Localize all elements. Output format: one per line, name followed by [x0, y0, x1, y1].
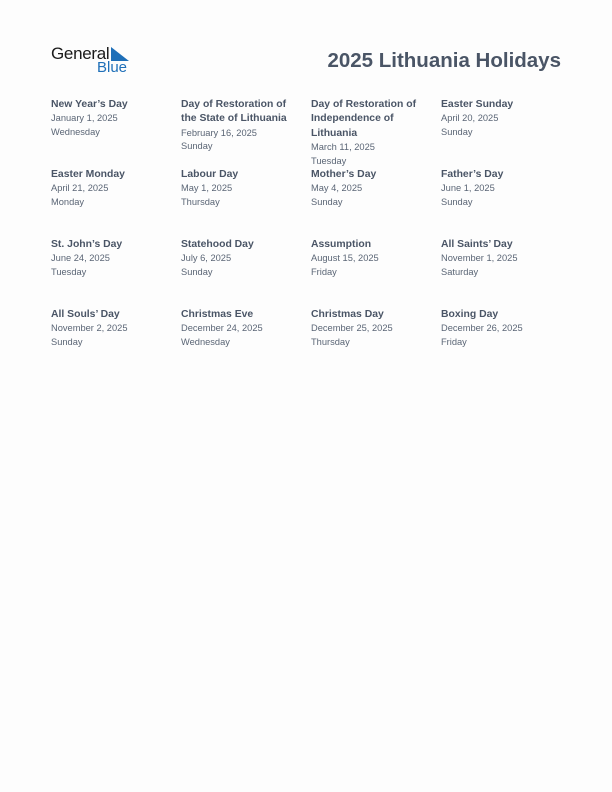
holiday-entry — [311, 168, 433, 210]
holiday-entry — [51, 98, 173, 140]
holiday-name: Easter Sunday — [441, 99, 514, 110]
holiday-weekday: Sunday — [181, 267, 213, 277]
holiday-weekday: Sunday — [181, 141, 213, 152]
holiday-date: April 21, 2025 — [51, 183, 109, 194]
holiday-weekday: Sunday — [441, 197, 473, 207]
holiday-name: Labour Day — [181, 169, 239, 180]
holiday-entry — [441, 308, 563, 350]
generalblue-logo — [51, 44, 141, 78]
holiday-date: April 20, 2025 — [441, 113, 499, 124]
holiday-weekday: Tuesday — [51, 267, 87, 277]
holiday-entry — [311, 238, 433, 280]
holiday-name: Day of Restoration of Independence of Lithuania — [311, 99, 417, 139]
holiday-name: New Year’s Day — [51, 99, 128, 110]
holiday-weekday: Saturday — [441, 267, 479, 277]
holiday-date: February 16, 2025 — [181, 127, 257, 138]
holiday-date: December 24, 2025 — [181, 323, 263, 334]
holiday-weekday: Sunday — [311, 197, 343, 207]
holiday-entry — [311, 98, 433, 168]
holiday-entry — [441, 98, 563, 140]
holiday-name: Father’s Day — [441, 169, 504, 180]
holiday-entry — [181, 168, 303, 210]
holiday-entry — [441, 238, 563, 280]
holiday-date: November 1, 2025 — [441, 253, 518, 264]
holiday-name: Boxing Day — [441, 309, 499, 320]
holiday-entry — [51, 168, 173, 210]
logo-text-general: General — [51, 44, 110, 63]
holiday-name: Christmas Eve — [181, 309, 254, 320]
holiday-name: All Saints’ Day — [441, 239, 513, 250]
holiday-weekday: Sunday — [51, 337, 83, 347]
holiday-weekday: Monday — [51, 197, 85, 207]
holiday-name: St. John’s Day — [51, 239, 123, 250]
holiday-date: July 6, 2025 — [181, 253, 232, 264]
holiday-date: June 1, 2025 — [441, 183, 495, 194]
holiday-name: Assumption — [311, 239, 372, 250]
holiday-date: December 25, 2025 — [311, 323, 393, 334]
holiday-name: Statehood Day — [181, 239, 254, 250]
holiday-date: August 15, 2025 — [311, 253, 379, 264]
holiday-entry — [441, 168, 563, 210]
holiday-date: December 26, 2025 — [441, 323, 523, 334]
holiday-name: Day of Restoration of the State of Lithuania — [181, 99, 287, 125]
holiday-weekday: Friday — [441, 337, 467, 347]
holiday-date: March 11, 2025 — [311, 142, 375, 153]
holiday-name: Mother’s Day — [311, 169, 377, 180]
logo-text-blue: Blue — [97, 59, 128, 76]
holiday-entry — [311, 308, 433, 350]
holiday-name: All Souls’ Day — [51, 309, 120, 320]
holiday-weekday: Tuesday — [311, 155, 347, 166]
holiday-date: November 2, 2025 — [51, 323, 128, 334]
holiday-weekday: Sunday — [441, 127, 473, 137]
holiday-name: Easter Monday — [51, 169, 125, 180]
holiday-weekday: Friday — [311, 267, 337, 277]
holiday-weekday: Wednesday — [51, 127, 100, 137]
holiday-entry — [51, 238, 173, 280]
holiday-weekday: Wednesday — [181, 337, 230, 347]
holiday-entry — [181, 238, 303, 280]
holiday-entry — [181, 308, 303, 350]
holiday-date: June 24, 2025 — [51, 253, 110, 264]
holiday-date: May 1, 2025 — [181, 183, 233, 194]
holiday-date: May 4, 2025 — [311, 183, 363, 194]
holiday-date: January 1, 2025 — [51, 113, 118, 124]
holiday-weekday: Thursday — [311, 337, 350, 347]
page-title: 2025 Lithuania Holidays — [327, 49, 561, 72]
holiday-name: Christmas Day — [311, 309, 384, 320]
holiday-entry — [51, 308, 173, 350]
holiday-entry — [181, 98, 303, 154]
holiday-weekday: Thursday — [181, 197, 220, 207]
